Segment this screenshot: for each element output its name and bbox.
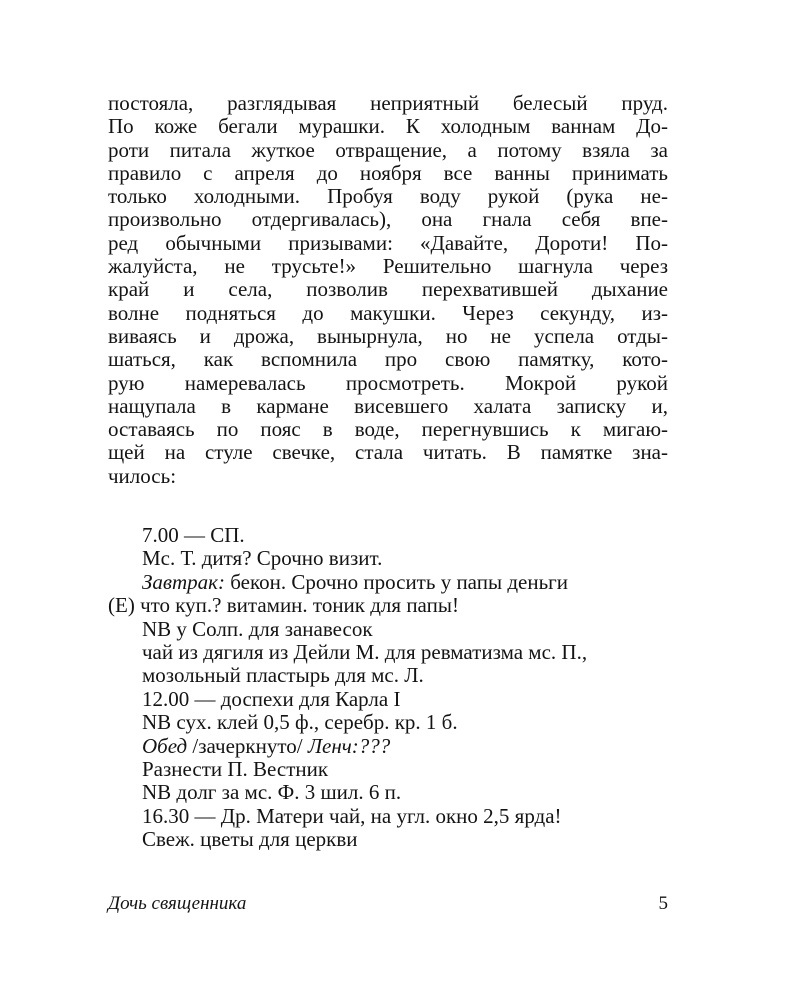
memo-line: NB у Солп. для занавесок xyxy=(142,616,373,641)
memo-line xyxy=(108,735,668,758)
memo-list xyxy=(108,524,668,851)
running-title: Дочь священника xyxy=(108,893,247,914)
body-line: чилось: xyxy=(108,463,177,488)
body-line: шаться, как вспомнила про свою памятку, кото- xyxy=(108,347,668,372)
memo-italic-label: Ленч:??? xyxy=(307,733,391,758)
memo-line: чай из дягиля из Дейли М. для ревматизма мс. П., xyxy=(142,639,588,664)
body-line: только холодными. Пробуя воду рукой (рука не- xyxy=(108,184,668,209)
memo-line: мозольный пластырь для мс. Л. xyxy=(142,663,424,688)
body-paragraph xyxy=(108,92,668,488)
memo-line: (Е) что куп.? витамин. тоник для папы! xyxy=(108,593,459,618)
memo-italic-label: Завтрак: xyxy=(142,569,225,594)
body-line: оставаясь по пояс в воде, перегнувшись к мигаю- xyxy=(108,417,668,442)
memo-line xyxy=(108,571,668,594)
page-footer xyxy=(108,893,668,917)
memo-text: /зачеркнуто/ xyxy=(187,733,308,758)
memo-line: NB долг за мс. Ф. 3 шил. 6 п. xyxy=(142,780,402,805)
body-line: рую намеревалась просмотреть. Мокрой рукой xyxy=(108,370,668,395)
memo-line: 16.30 — Др. Матери чай, на угл. окно 2,5 ярда! xyxy=(142,803,562,828)
body-line: постояла, разглядывая неприятный белесый пруд. xyxy=(108,91,668,115)
memo-line: Свеж. цветы для церкви xyxy=(142,827,358,852)
memo-text: бекон. Срочно просить у папы деньги xyxy=(225,569,568,594)
body-line: щей на стуле свечке, стала читать. В памятке зна- xyxy=(108,440,668,465)
body-line: ред обычными призывами: «Давайте, Дороти! По- xyxy=(108,230,668,255)
body-line: роти питала жуткое отвращение, а потому взяла за xyxy=(108,137,668,162)
memo-line: 7.00 — СП. xyxy=(142,523,245,547)
body-line: виваясь и дрожа, вынырнула, но не успела отды- xyxy=(108,323,668,348)
body-line: правило с апреля до ноября все ванны принимать xyxy=(108,160,668,185)
body-line: нащупала в кармане висевшего халата записку и, xyxy=(108,393,668,418)
memo-italic-label: Обед xyxy=(142,733,188,758)
body-line: волне подняться до макушки. Через секунду, из- xyxy=(108,300,668,325)
memo-line: Мс. Т. дитя? Срочно визит. xyxy=(142,546,383,571)
body-line: край и села, позволив перехватившей дыхание xyxy=(108,277,668,302)
memo-line: 12.00 — доспехи для Карла I xyxy=(142,686,401,711)
body-line: произвольно отдергивалась), она гнала себя впе- xyxy=(108,207,668,232)
body-line: По коже бегали мурашки. К холодным ваннам До- xyxy=(108,114,668,139)
page-number: 5 xyxy=(658,893,668,914)
memo-line: NB сух. клей 0,5 ф., серебр. кр. 1 б. xyxy=(142,710,458,735)
body-line: жалуйста, не трусьте!» Решительно шагнула через xyxy=(108,254,668,279)
memo-line: Разнести П. Вестник xyxy=(142,756,329,781)
